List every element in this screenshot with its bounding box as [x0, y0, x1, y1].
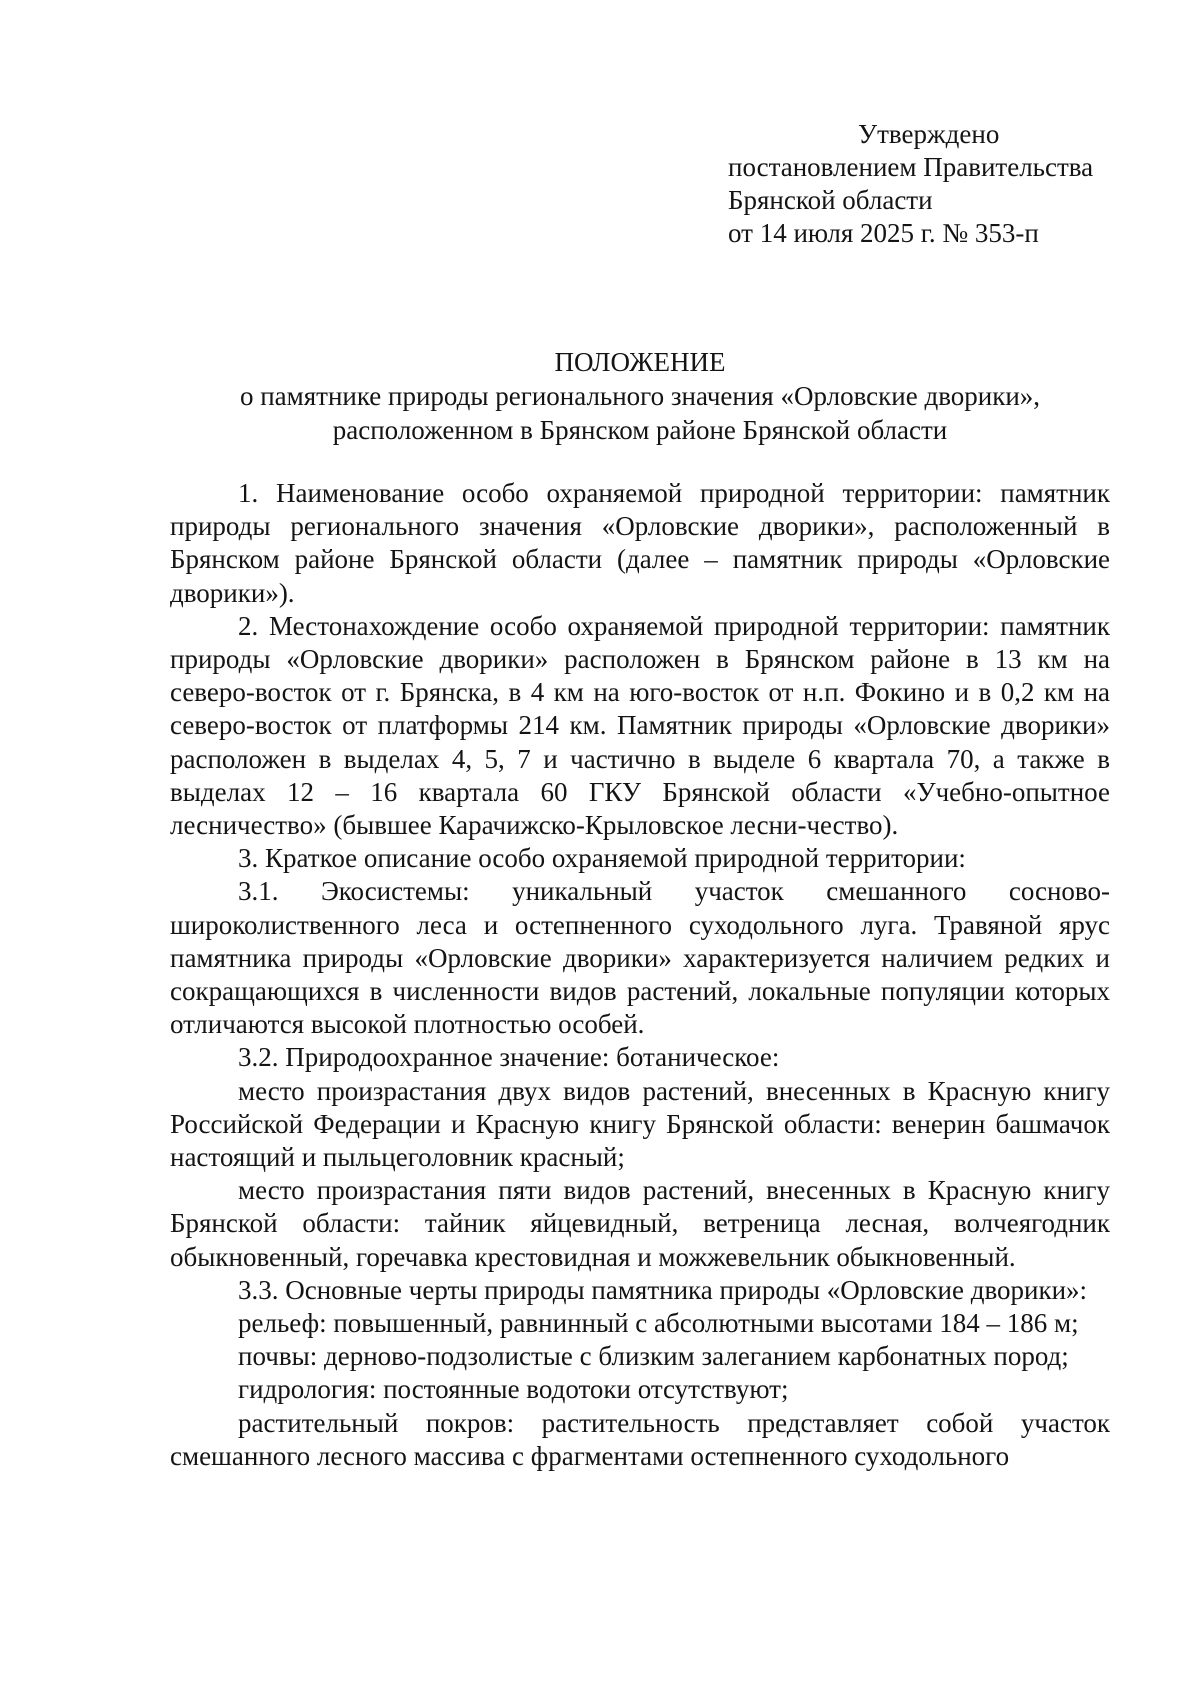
document-subtitle-line2: расположенном в Брянском районе Брянской области [332, 415, 948, 445]
paragraph-2-location: 2. Местонахождение особо охраняемой природной территории: памятник природы «Орловские дворики» расположен в Брянском районе в 13 км на северо-восток от г. Брянска, в 4 км на юго-восток от н.п. Фокино и в 0,2 км на северо-восток от платформы 214 км. Памятник природы «Орловские дворики» расположен в выделах 4, 5, 7 и частично в выделе 6 квартала 70, а также в выделах 12 – 16 квартала 60 ГКУ Брянской области «Учебно-опытное лесничество» (бывшее Карачижско-Крыловское лесни-чество). [170, 610, 1110, 841]
paragraph-3-1-ecosystems: 3.1. Экосистемы: уникальный участок смешанного сосново-широколиственного леса и остепненного суходольного луга. Травяной ярус памятника природы «Орловские дворики» характеризуется наличием редких и сокращающихся в численности видов растений, локальные популяции которых отличаются высокой плотностью особей. [170, 876, 1110, 1040]
paragraph-1-name: 1. Наименование особо охраняемой природной территории: памятник природы регионального значения «Орловские дворики», расположенный в Брянском районе Брянской области (далее – памятник природы «Орловские дворики»). [170, 478, 1110, 608]
paragraph-3-3-nature-features: 3.3. Основные черты природы памятника природы «Орловские дворики»: [238, 1274, 1088, 1305]
paragraph-red-book-bryansk: место произрастания пяти видов растений, внесенных в Красную книгу Брянской области: тайник яйцевидный, ветреница лесная, волчеягодник обыкновенный, горечавка крестовидная и можжевельник обыкновенный. [170, 1175, 1110, 1272]
approval-authority: постановлением Правительства [728, 152, 1094, 182]
approval-stamp [728, 118, 1148, 250]
approval-region: Брянской области [728, 185, 933, 215]
document-body [170, 477, 1110, 1473]
document-header [170, 345, 1110, 447]
paragraph-3-description: 3. Краткое описание особо охраняемой природной территории: [238, 843, 966, 874]
paragraph-soils: почвы: дерново-подзолистые с близким залеганием карбонатных пород; [238, 1341, 1069, 1372]
paragraph-red-book-rf: место произрастания двух видов растений, внесенных в Красную книгу Российской Федерации и Красную книгу Брянской области: венерин башмачок настоящий и пыльцеголовник красный; [170, 1075, 1110, 1173]
approval-heading: Утверждено [858, 119, 1000, 149]
document-title: ПОЛОЖЕНИЕ [554, 347, 726, 377]
paragraph-3-2-conservation-value: 3.2. Природоохранное значение: ботаническое: [238, 1042, 780, 1073]
approval-date-number: от 14 июля 2025 г. № 353-п [728, 218, 1039, 248]
document-subtitle-line1: о памятнике природы регионального значения «Орловские дворики», [239, 381, 1041, 411]
paragraph-relief: рельеф: повышенный, равнинный с абсолютными высотами 184 – 186 м; [238, 1308, 1079, 1339]
paragraph-vegetation: растительный покров: растительность представляет собой участок смешанного лесного массива с фрагментами остепненного суходольного [170, 1407, 1110, 1471]
paragraph-hydrology: гидрология: постоянные водотоки отсутствуют; [238, 1374, 789, 1405]
